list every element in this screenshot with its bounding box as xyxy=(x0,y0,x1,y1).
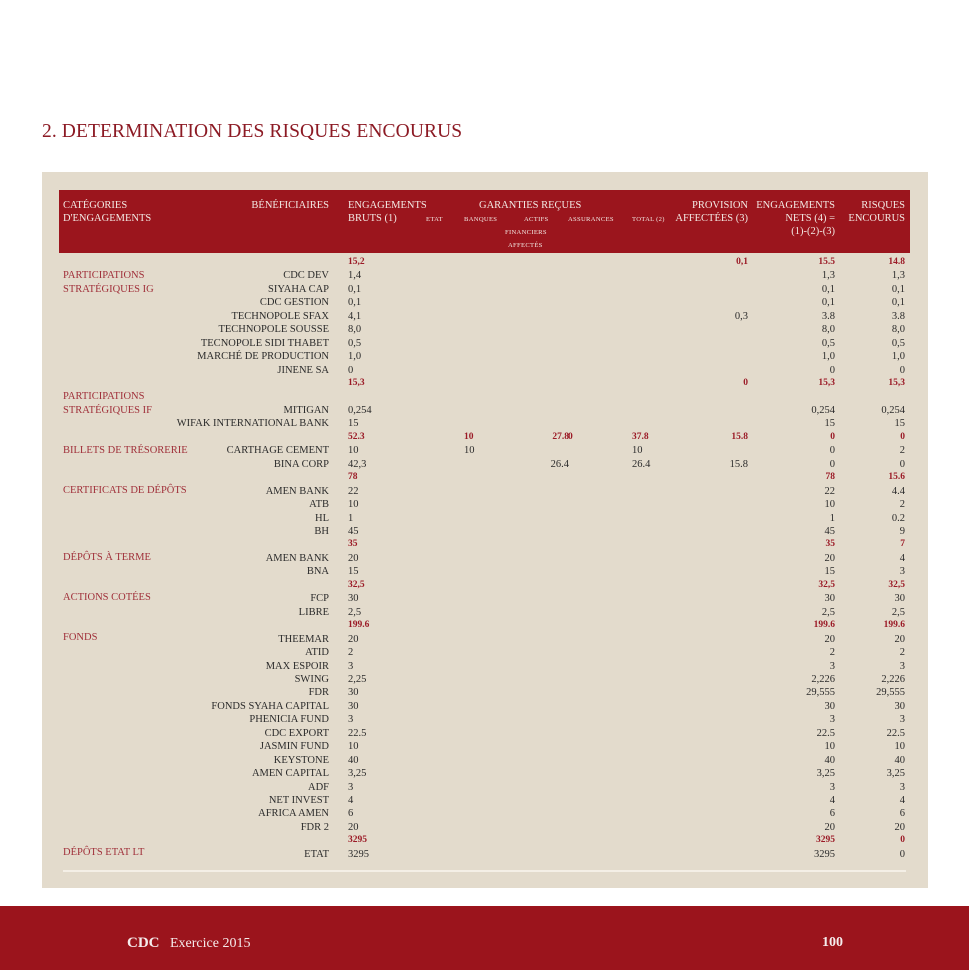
risque-encouru-cell: 15 xyxy=(894,418,905,430)
beneficiary-cell: TECHNOPOLE SFAX xyxy=(231,310,329,322)
engagement-net-cell: 6 xyxy=(829,808,835,820)
engagement-net-cell: 15.5 xyxy=(818,257,835,267)
engagement-brut-cell: 2,5 xyxy=(348,606,362,618)
engagement-net-cell: 3 xyxy=(829,714,835,726)
engagement-brut-cell: 40 xyxy=(348,754,359,766)
table-row xyxy=(59,552,910,565)
engagement-net-cell: 2,226 xyxy=(811,673,835,685)
engagement-brut-cell: 3,25 xyxy=(348,768,367,780)
category-label: STRATÉGIQUES IG xyxy=(63,284,154,295)
beneficiary-cell: BINA CORP xyxy=(273,458,329,470)
engagement-brut-cell: 0 xyxy=(348,364,354,376)
garantie-actifs-cell: 26.4 xyxy=(550,458,569,470)
subtotal-row xyxy=(59,431,910,444)
beneficiary-cell: CARTHAGE CEMENT xyxy=(226,445,329,457)
category-label: BILLETS DE TRÉSORERIE xyxy=(63,445,188,456)
risque-encouru-cell: 3 xyxy=(899,714,905,726)
category-label: STRATÉGIQUES IF xyxy=(63,405,152,416)
engagement-brut-cell: 199.6 xyxy=(348,620,370,631)
table-row xyxy=(59,754,910,767)
engagement-net-cell: 3295 xyxy=(814,848,835,860)
beneficiary-cell: BH xyxy=(314,526,329,537)
category-label: PARTICIPATIONS xyxy=(63,391,145,402)
provision-cell: 0,1 xyxy=(736,257,748,267)
engagement-brut-cell: 30 xyxy=(348,593,359,605)
header-assurances: ASSURANCES xyxy=(568,216,614,223)
risque-encouru-cell: 30 xyxy=(894,593,905,605)
table-row xyxy=(59,283,910,296)
table-row xyxy=(59,391,910,404)
table-row xyxy=(59,686,910,699)
table-row xyxy=(59,794,910,807)
engagement-net-cell: 10 xyxy=(824,499,835,511)
engagement-brut-cell: 3 xyxy=(348,781,354,793)
table-row xyxy=(59,740,910,753)
table-row xyxy=(59,673,910,686)
engagement-net-cell: 22.5 xyxy=(816,727,835,739)
risque-encouru-cell: 2 xyxy=(899,499,905,511)
table-row xyxy=(59,713,910,726)
engagement-brut-cell: 2 xyxy=(348,647,354,659)
table-row xyxy=(59,485,910,498)
engagement-brut-cell: 1 xyxy=(348,512,354,524)
table-row xyxy=(59,337,910,350)
table-row xyxy=(59,646,910,659)
risque-encouru-cell: 3 xyxy=(899,660,905,672)
engagement-net-cell: 3 xyxy=(829,781,835,793)
header-etat: ETAT xyxy=(426,216,443,223)
engagement-net-cell: 3,25 xyxy=(816,768,835,780)
footer-year: Exercice 2015 xyxy=(170,936,251,951)
beneficiary-cell: CDC DEV xyxy=(283,270,329,282)
engagement-net-cell: 45 xyxy=(824,526,835,537)
beneficiary-cell: MITIGAN xyxy=(283,404,329,416)
engagement-net-cell: 0 xyxy=(829,458,835,470)
header-garanties: GARANTIES REÇUES xyxy=(479,200,582,211)
header-nets-line1: ENGAGEMENTS xyxy=(756,200,835,211)
engagement-brut-cell: 10 xyxy=(348,445,359,457)
beneficiary-cell: CDC GESTION xyxy=(259,297,329,309)
risque-encouru-cell: 3 xyxy=(899,566,905,578)
beneficiary-cell: MARCHÉ DE PRODUCTION xyxy=(197,351,329,363)
header-provision-line2: AFFECTÉES (3) xyxy=(675,213,748,224)
risque-encouru-cell: 0,254 xyxy=(881,404,905,416)
engagement-brut-cell: 15 xyxy=(348,566,359,578)
beneficiary-cell: FCP xyxy=(310,593,329,605)
beneficiary-cell: JASMIN FUND xyxy=(259,741,329,753)
engagement-net-cell: 4 xyxy=(829,795,835,806)
engagement-brut-cell: 3 xyxy=(348,714,354,726)
garantie-total-cell: 26.4 xyxy=(632,458,651,470)
subtotal-row xyxy=(59,538,910,551)
beneficiary-cell: AMEN BANK xyxy=(265,485,329,497)
header-categories-line1: CATÉGORIES xyxy=(63,200,128,211)
table-row xyxy=(59,565,910,578)
table-row xyxy=(59,606,910,619)
beneficiary-cell: SWING xyxy=(294,673,329,685)
subtotal-row xyxy=(59,256,910,269)
beneficiary-cell: TECHNOPOLE SOUSSE xyxy=(218,324,329,336)
engagement-net-cell: 0,5 xyxy=(821,337,835,349)
engagement-net-cell: 0 xyxy=(830,431,835,442)
risque-encouru-cell: 6 xyxy=(899,808,905,820)
table-row xyxy=(59,350,910,363)
risque-encouru-cell: 3 xyxy=(899,781,905,793)
table-row xyxy=(59,269,910,282)
beneficiary-cell: FDR 2 xyxy=(300,821,329,833)
header-bruts-line2: BRUTS (1) xyxy=(348,213,397,224)
provision-cell: 15.8 xyxy=(731,431,748,442)
table-row xyxy=(59,364,910,377)
provision-cell: 0,3 xyxy=(734,310,748,322)
table-row xyxy=(59,848,910,861)
beneficiary-cell: WIFAK INTERNATIONAL BANK xyxy=(176,418,329,430)
beneficiary-cell: AMEN CAPITAL xyxy=(251,768,329,780)
header-risques-line2: ENCOURUS xyxy=(848,213,905,224)
risque-encouru-cell: 1,3 xyxy=(891,270,905,282)
engagement-brut-cell: 3295 xyxy=(348,835,367,846)
risque-encouru-cell: 14.8 xyxy=(888,257,905,267)
header-actifs-line3: AFFECTÉS xyxy=(508,242,543,249)
risque-encouru-cell: 0 xyxy=(900,835,905,846)
beneficiary-cell: CDC EXPORT xyxy=(264,727,329,739)
subtotal-row xyxy=(59,834,910,847)
risque-encouru-cell: 3.8 xyxy=(891,310,905,322)
engagement-net-cell: 20 xyxy=(824,821,835,833)
risque-encouru-cell: 32,5 xyxy=(888,579,905,590)
table-row xyxy=(59,633,910,646)
table-row xyxy=(59,458,910,471)
engagement-net-cell: 20 xyxy=(824,552,835,564)
table-row xyxy=(59,727,910,740)
beneficiary-cell: FONDS SYAHA CAPITAL xyxy=(211,700,329,712)
provision-cell: 0 xyxy=(743,378,748,389)
engagement-brut-cell: 0,254 xyxy=(348,404,372,416)
engagement-net-cell: 29,555 xyxy=(806,687,835,699)
section-title: 2. DETERMINATION DES RISQUES ENCOURUS xyxy=(42,121,463,142)
beneficiary-cell: ATB xyxy=(309,499,329,511)
beneficiary-cell: ETAT xyxy=(304,848,329,860)
engagement-net-cell: 0,1 xyxy=(821,297,835,309)
category-label: PARTICIPATIONS xyxy=(63,270,145,281)
engagement-brut-cell: 4 xyxy=(348,795,354,806)
engagement-net-cell: 15 xyxy=(824,566,835,578)
risque-encouru-cell: 2,5 xyxy=(891,606,905,618)
beneficiary-cell: NET INVEST xyxy=(268,795,329,806)
risque-encouru-cell: 8,0 xyxy=(891,324,905,336)
risque-encouru-cell: 22.5 xyxy=(886,727,905,739)
engagement-net-cell: 78 xyxy=(825,472,835,483)
beneficiary-cell: ADF xyxy=(307,781,329,793)
engagement-net-cell: 32,5 xyxy=(818,579,835,590)
engagement-brut-cell: 52.3 xyxy=(348,431,365,442)
engagement-brut-cell: 22.5 xyxy=(348,727,367,739)
risque-encouru-cell: 0,1 xyxy=(891,297,905,309)
engagement-brut-cell: 10 xyxy=(348,499,359,511)
risque-encouru-cell: 0 xyxy=(899,848,905,860)
risque-encouru-cell: 7 xyxy=(900,539,905,550)
risque-encouru-cell: 199.6 xyxy=(883,620,905,631)
header-beneficiaires: BÉNÉFICIAIRES xyxy=(251,200,329,211)
header-provision-line1: PROVISION xyxy=(691,200,748,211)
engagement-brut-cell: 30 xyxy=(348,687,359,699)
category-label: DÉPÔTS ETAT LT xyxy=(63,847,145,858)
beneficiary-cell: FDR xyxy=(308,687,329,699)
engagement-brut-cell: 30 xyxy=(348,700,359,712)
table-row xyxy=(59,821,910,834)
table-row xyxy=(59,781,910,794)
risque-encouru-cell: 15,3 xyxy=(888,378,905,389)
header-banques: BANQUES xyxy=(464,216,498,223)
engagement-brut-cell: 0,1 xyxy=(348,297,362,309)
header-nets-line3: (1)-(2)-(3) xyxy=(791,226,835,237)
category-label: FONDS xyxy=(63,632,98,643)
engagement-net-cell: 1,3 xyxy=(821,270,835,282)
header-bruts-line1: ENGAGEMENTS xyxy=(348,200,427,211)
table-row xyxy=(59,660,910,673)
beneficiary-cell: PHENICIA FUND xyxy=(249,714,329,726)
engagement-brut-cell: 3 xyxy=(348,660,354,672)
engagement-brut-cell: 3295 xyxy=(348,848,369,860)
table-row xyxy=(59,296,910,309)
risque-encouru-cell: 2,226 xyxy=(881,673,905,685)
subtotal-row xyxy=(59,619,910,632)
table-bottom-rule xyxy=(63,870,906,872)
page-footer xyxy=(0,906,969,970)
beneficiary-cell: AFRICA AMEN xyxy=(258,808,329,820)
beneficiary-cell: MAX ESPOIR xyxy=(265,660,329,672)
engagement-net-cell: 22 xyxy=(824,485,835,497)
risque-encouru-cell: 0 xyxy=(899,458,905,470)
risque-encouru-cell: 10 xyxy=(894,741,905,753)
table-row xyxy=(59,512,910,525)
beneficiary-cell: JINENE SA xyxy=(277,364,329,376)
garantie-banques-cell: 10 xyxy=(464,431,474,442)
risque-encouru-cell: 0,1 xyxy=(891,283,905,295)
subtotal-row xyxy=(59,377,910,390)
engagement-net-cell: 15,3 xyxy=(818,378,835,389)
engagement-net-cell: 1 xyxy=(829,512,835,524)
table-row xyxy=(59,323,910,336)
table-row xyxy=(59,592,910,605)
engagement-brut-cell: 22 xyxy=(348,485,359,497)
engagement-net-cell: 2 xyxy=(829,647,835,659)
engagement-net-cell: 30 xyxy=(824,593,835,605)
engagement-brut-cell: 10 xyxy=(348,741,359,753)
engagement-net-cell: 3 xyxy=(829,660,835,672)
engagement-net-cell: 0,1 xyxy=(821,283,835,295)
risque-encouru-cell: 2 xyxy=(899,445,905,457)
subtotal-row xyxy=(59,579,910,592)
engagement-brut-cell: 15,3 xyxy=(348,378,365,389)
engagement-net-cell: 2,5 xyxy=(821,606,835,618)
engagement-brut-cell: 1,0 xyxy=(348,351,362,363)
beneficiary-cell: LIBRE xyxy=(298,606,329,618)
garantie-actifs-cell: 27.8 xyxy=(552,431,569,442)
engagement-brut-cell: 78 xyxy=(348,472,358,483)
beneficiary-cell: KEYSTONE xyxy=(273,754,329,766)
table-row xyxy=(59,404,910,417)
header-risques-line1: RISQUES xyxy=(861,200,905,211)
table-row xyxy=(59,444,910,457)
header-nets-line2: NETS (4) = xyxy=(785,213,835,224)
engagement-brut-cell: 20 xyxy=(348,552,359,564)
risque-encouru-cell: 4.4 xyxy=(891,485,905,497)
header-categories-line2: D'ENGAGEMENTS xyxy=(63,213,152,224)
engagement-brut-cell: 0,1 xyxy=(348,283,362,295)
risque-encouru-cell: 0 xyxy=(899,364,905,376)
garantie-total-cell: 37.8 xyxy=(632,431,649,442)
beneficiary-cell: ATID xyxy=(305,647,329,659)
garantie-assurances-cell: 0 xyxy=(568,431,573,442)
engagement-net-cell: 20 xyxy=(824,633,835,645)
garantie-banques-cell: 10 xyxy=(464,445,475,457)
table-header xyxy=(59,190,910,253)
garantie-total-cell: 10 xyxy=(632,445,643,457)
beneficiary-cell: AMEN BANK xyxy=(265,552,329,564)
engagement-net-cell: 3295 xyxy=(816,835,835,846)
table-row xyxy=(59,767,910,780)
engagement-net-cell: 0 xyxy=(829,364,835,376)
category-label: ACTIONS COTÉES xyxy=(63,592,151,603)
engagement-brut-cell: 8,0 xyxy=(348,324,362,336)
footer-brand: CDC xyxy=(127,935,160,951)
engagement-brut-cell: 35 xyxy=(348,539,358,550)
risque-encouru-cell: 20 xyxy=(894,633,905,645)
header-total: TOTAL (2) xyxy=(632,216,665,223)
engagement-brut-cell: 2,25 xyxy=(348,673,367,685)
table-row xyxy=(59,417,910,430)
risque-encouru-cell: 20 xyxy=(894,821,905,833)
table-row xyxy=(59,498,910,511)
risque-encouru-cell: 9 xyxy=(899,526,905,537)
risque-encouru-cell: 40 xyxy=(894,754,905,766)
risque-encouru-cell: 2 xyxy=(899,647,905,659)
engagement-brut-cell: 42,3 xyxy=(348,458,367,470)
engagement-brut-cell: 1,4 xyxy=(348,270,362,282)
provision-cell: 15.8 xyxy=(729,458,748,470)
engagement-brut-cell: 20 xyxy=(348,633,359,645)
beneficiary-cell: SIYAHA CAP xyxy=(268,283,329,295)
engagement-brut-cell: 20 xyxy=(348,821,359,833)
engagement-net-cell: 0 xyxy=(829,445,835,457)
engagement-net-cell: 40 xyxy=(824,754,835,766)
risque-encouru-cell: 4 xyxy=(899,552,905,564)
engagement-net-cell: 15 xyxy=(824,418,835,430)
beneficiary-cell: TECNOPOLE SIDI THABET xyxy=(200,337,329,349)
engagement-brut-cell: 45 xyxy=(348,526,359,537)
subtotal-row xyxy=(59,471,910,484)
beneficiary-cell: HL xyxy=(315,512,329,524)
engagement-net-cell: 0,254 xyxy=(811,404,835,416)
engagement-brut-cell: 0,5 xyxy=(348,337,362,349)
risque-encouru-cell: 30 xyxy=(894,700,905,712)
engagement-net-cell: 8,0 xyxy=(821,324,835,336)
engagement-net-cell: 10 xyxy=(824,741,835,753)
header-actifs-line1: ACTIFS xyxy=(524,216,549,223)
risque-encouru-cell: 1,0 xyxy=(891,351,905,363)
risque-encouru-cell: 0 xyxy=(900,431,905,442)
page-number: 100 xyxy=(822,935,843,950)
engagement-brut-cell: 4,1 xyxy=(348,310,362,322)
engagement-brut-cell: 6 xyxy=(348,808,354,820)
risque-encouru-cell: 0.2 xyxy=(891,512,905,524)
risque-encouru-cell: 29,555 xyxy=(876,687,905,699)
engagement-net-cell: 1,0 xyxy=(821,351,835,363)
engagement-net-cell: 35 xyxy=(825,539,835,550)
beneficiary-cell: THEEMAR xyxy=(278,633,329,645)
table-row xyxy=(59,310,910,323)
beneficiary-cell: BNA xyxy=(306,566,329,578)
category-label: DÉPÔTS À TERME xyxy=(63,552,151,563)
header-actifs-line2: FINANCIERS xyxy=(505,229,547,236)
risque-encouru-cell: 4 xyxy=(899,795,905,806)
engagement-brut-cell: 15 xyxy=(348,418,359,430)
table-row xyxy=(59,700,910,713)
category-label: CERTIFICATS DE DÉPÔTS xyxy=(63,485,187,496)
engagement-net-cell: 3.8 xyxy=(821,310,835,322)
table-row xyxy=(59,807,910,820)
engagement-brut-cell: 15,2 xyxy=(348,257,365,267)
engagement-brut-cell: 32,5 xyxy=(348,579,365,590)
engagement-net-cell: 30 xyxy=(824,700,835,712)
table-row xyxy=(59,525,910,538)
risque-encouru-cell: 15.6 xyxy=(888,472,905,483)
risque-encouru-cell: 3,25 xyxy=(886,768,905,780)
engagement-net-cell: 199.6 xyxy=(813,620,835,631)
risque-encouru-cell: 0,5 xyxy=(891,337,905,349)
